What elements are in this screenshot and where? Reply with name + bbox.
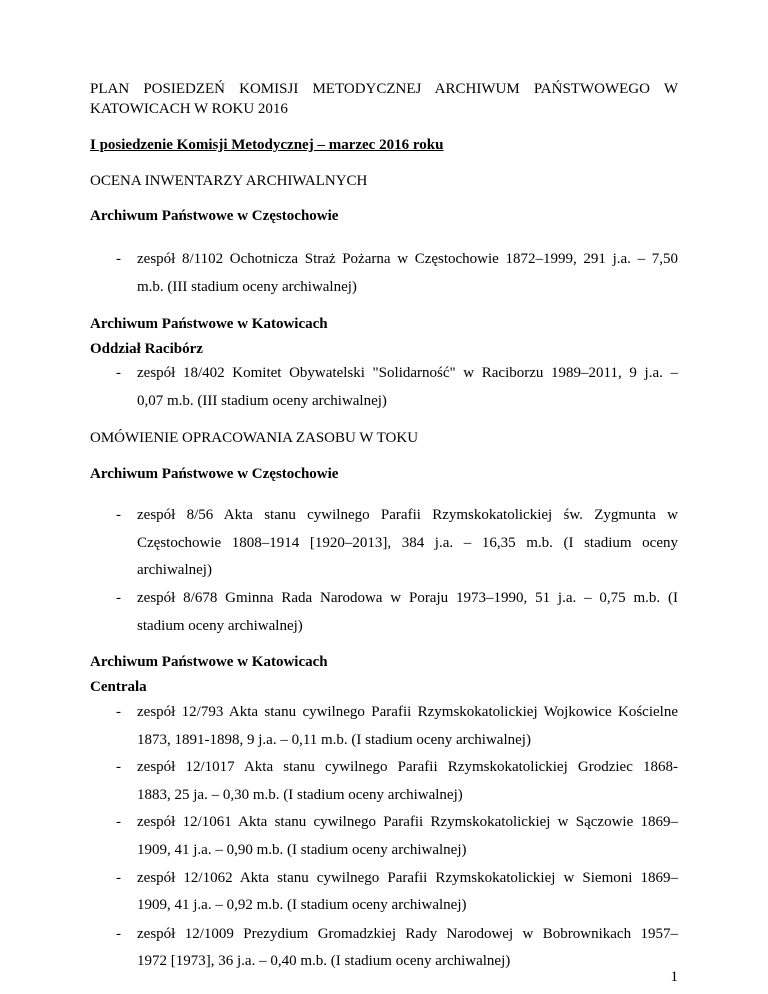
- list-dash: -: [116, 814, 121, 830]
- archive-heading-katowice: Archiwum Państwowe w Katowicach: [90, 316, 328, 332]
- list-item-line: 1909, 41 j.a. – 0,92 m.b. (I stadium oceny archiwalnej): [137, 897, 467, 913]
- archive-heading-czestochowa: Archiwum Państwowe w Częstochowie: [90, 466, 339, 482]
- branch-heading-centrala: Centrala: [90, 679, 147, 695]
- list-item-line: stadium oceny archiwalnej): [137, 618, 303, 634]
- list-item-line: 1883, 25 ja. – 0,30 m.b. (I stadium oceny archiwalnej): [137, 787, 463, 803]
- list-item-line: zespół 12/1062 Akta stanu cywilnego Parafii Rzymskokatolickiej w Siemoni 1869–: [137, 870, 678, 886]
- session-heading: I posiedzenie Komisji Metodycznej – marzec 2016 roku: [90, 137, 444, 153]
- archive-heading-katowice: Archiwum Państwowe w Katowicach: [90, 654, 328, 670]
- list-dash: -: [116, 365, 121, 381]
- section-heading-processing: OMÓWIENIE OPRACOWANIA ZASOBU W TOKU: [90, 430, 419, 446]
- title-line-1: PLAN POSIEDZEŃ KOMISJI METODYCZNEJ ARCHIWUM PAŃSTWOWEGO W: [90, 81, 678, 97]
- list-item-line: zespół 12/1017 Akta stanu cywilnego Parafii Rzymskokatolickiej Grodziec 1868-: [137, 759, 678, 775]
- page-number: 1: [670, 969, 678, 985]
- list-item-line: Częstochowie 1808–1914 [1920–2013], 384 j.a. – 16,35 m.b. (I stadium oceny: [137, 535, 678, 551]
- list-item-line: zespół 18/402 Komitet Obywatelski "Solidarność" w Raciborzu 1989–2011, 9 j.a. –: [137, 365, 678, 381]
- list-item-line: zespół 8/56 Akta stanu cywilnego Parafii Rzymskokatolickiej św. Zygmunta w: [137, 507, 678, 523]
- list-dash: -: [116, 507, 121, 523]
- list-item-line: m.b. (III stadium oceny archiwalnej): [137, 279, 357, 295]
- list-dash: -: [116, 759, 121, 775]
- list-item-line: zespół 12/1061 Akta stanu cywilnego Parafii Rzymskokatolickiej w Sączowie 1869–: [137, 814, 678, 830]
- list-item-line: 0,07 m.b. (III stadium oceny archiwalnej): [137, 393, 387, 409]
- list-dash: -: [116, 590, 121, 606]
- list-item-line: zespół 12/793 Akta stanu cywilnego Parafii Rzymskokatolickiej Wojkowice Kościelne: [137, 704, 678, 720]
- archive-heading-czestochowa: Archiwum Państwowe w Częstochowie: [90, 208, 339, 224]
- title-line-2: KATOWICACH W ROKU 2016: [90, 101, 288, 117]
- list-dash: -: [116, 251, 121, 267]
- list-item-line: zespół 8/678 Gminna Rada Narodowa w Poraju 1973–1990, 51 j.a. – 0,75 m.b. (I: [137, 590, 678, 606]
- section-heading-evaluation: OCENA INWENTARZY ARCHIWALNYCH: [90, 173, 368, 189]
- list-item-line: 1972 [1973], 36 j.a. – 0,40 m.b. (I stadium oceny archiwalnej): [137, 953, 511, 969]
- list-dash: -: [116, 870, 121, 886]
- branch-heading-raciborz: Oddział Racibórz: [90, 341, 203, 357]
- list-item-line: zespół 12/1009 Prezydium Gromadzkiej Rady Narodowej w Bobrownikach 1957–: [137, 926, 678, 942]
- list-dash: -: [116, 926, 121, 942]
- list-dash: -: [116, 704, 121, 720]
- list-item-line: 1909, 41 j.a. – 0,90 m.b. (I stadium oceny archiwalnej): [137, 842, 467, 858]
- list-item-line: archiwalnej): [137, 562, 212, 578]
- list-item-line: 1873, 1891-1898, 9 j.a. – 0,11 m.b. (I stadium oceny archiwalnej): [137, 732, 531, 748]
- list-item-line: zespół 8/1102 Ochotnicza Straż Pożarna w Częstochowie 1872–1999, 291 j.a. – 7,50: [137, 251, 678, 267]
